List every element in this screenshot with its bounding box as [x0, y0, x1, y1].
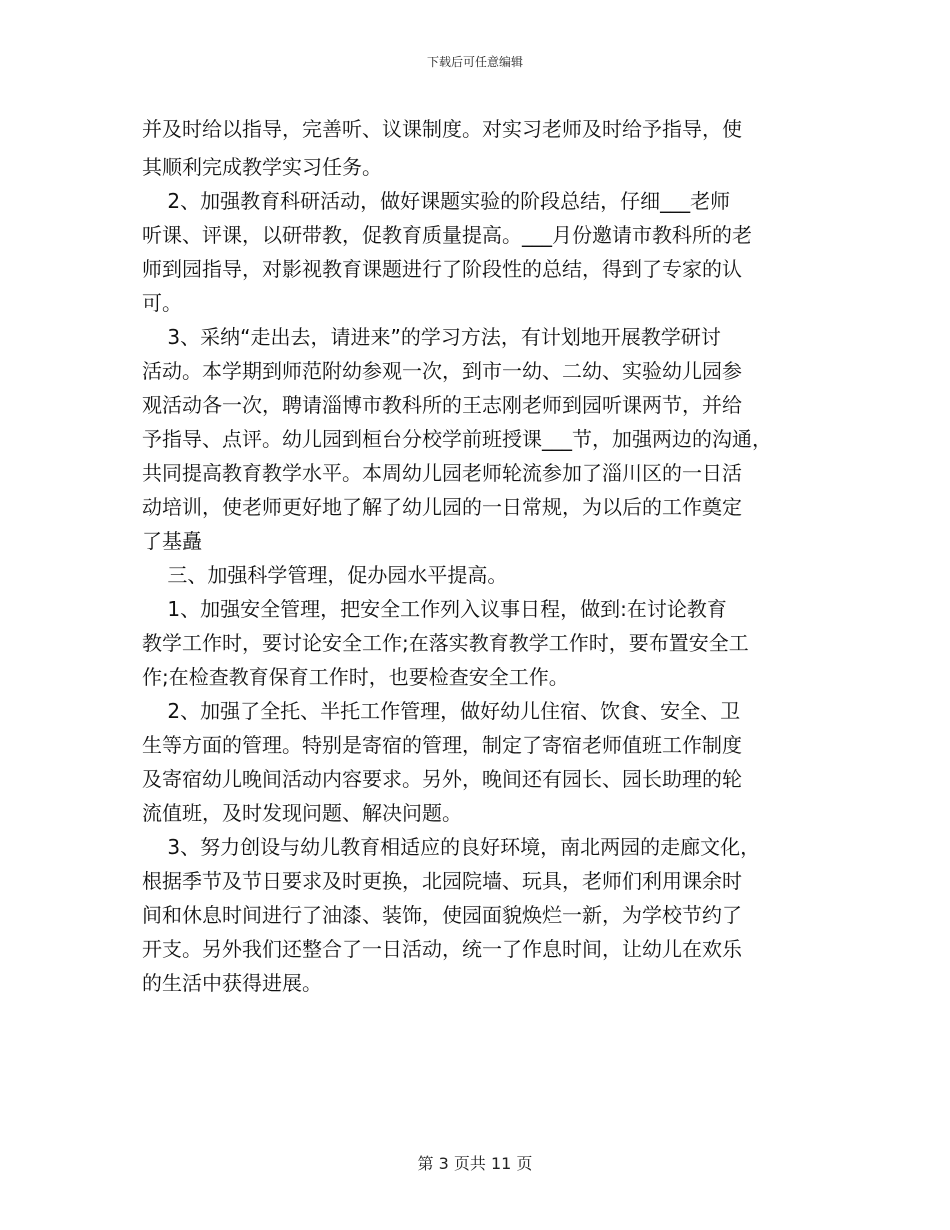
- text-line: 活动。本学期到师范附幼参观一次，到市一幼、二幼、实验幼儿园参: [142, 359, 742, 383]
- text-line: 听课、评课，以研带教，促教育质量提高。___月份邀请市教科所的老: [142, 223, 752, 247]
- text-line: 了基矗: [142, 529, 202, 553]
- document-body: [142, 112, 832, 1000]
- text-line: 生等方面的管理。特别是寄宿的管理，制定了寄宿老师值班工作制度: [142, 733, 742, 757]
- text-line: 3、努力创设与幼儿教育相适应的良好环境，南北两园的走廊文化，: [142, 835, 761, 859]
- text-line: 作;在检查教育保育工作时，也要检查安全工作。: [142, 665, 569, 689]
- page-header: 下载后可任意编辑: [426, 55, 523, 69]
- text-line: 间和休息时间进行了油漆、装饰，使园面貌焕烂一新，为学校节约了: [142, 903, 742, 927]
- text-line: 共同提高教育教学水平。本周幼儿园老师轮流参加了淄川区的一日活: [142, 461, 742, 485]
- text-line: 的生活中获得进展。: [142, 971, 322, 995]
- section-heading: 三、加强科学管理，促办园水平提高。: [142, 563, 508, 587]
- text-line: 1、加强安全管理，把安全工作列入议事日程，做到:在讨论教育: [142, 597, 727, 621]
- text-line: 流值班，及时发现问题、解决问题。: [142, 801, 462, 825]
- text-line: 其顺利完成教学实习任务。: [142, 155, 382, 179]
- text-line: 观活动各一次，聘请淄博市教科所的王志刚老师到园听课两节，并给: [142, 393, 742, 417]
- text-line: 教学工作时，要讨论安全工作;在落实教育教学工作时，要布置安全工: [142, 631, 749, 655]
- text-line: 予指导、点评。幼儿园到桓台分校学前班授课___节，加强两边的沟通，: [142, 427, 772, 451]
- text-line: 及寄宿幼儿晚间活动内容要求。另外，晚间还有园长、园长助理的轮: [142, 767, 742, 791]
- text-line: 师到园指导，对影视教育课题进行了阶段性的总结，得到了专家的认: [142, 257, 742, 281]
- text-line: 动培训，使老师更好地了解了幼儿园的一日常规，为以后的工作奠定: [142, 495, 742, 519]
- text-line: 并及时给以指导，完善听、议课制度。对实习老师及时给予指导，使: [142, 117, 742, 141]
- text-line: 2、加强教育科研活动，做好课题实验的阶段总结，仔细___老师: [142, 189, 731, 213]
- text-line: 2、加强了全托、半托工作管理，做好幼儿住宿、饮食、安全、卫: [142, 699, 741, 723]
- page-number-footer: 第 3 页共 11 页: [417, 1154, 533, 1173]
- text-line: 根据季节及节日要求及时更换，北园院墙、玩具，老师们利用课余时: [142, 869, 742, 893]
- text-line: 3、采纳“走出去，请进来”的学习方法，有计划地开展教学研讨: [142, 325, 721, 349]
- text-line: 开支。另外我们还整合了一日活动，统一了作息时间，让幼儿在欢乐: [142, 937, 742, 961]
- text-line: 可。: [142, 291, 182, 315]
